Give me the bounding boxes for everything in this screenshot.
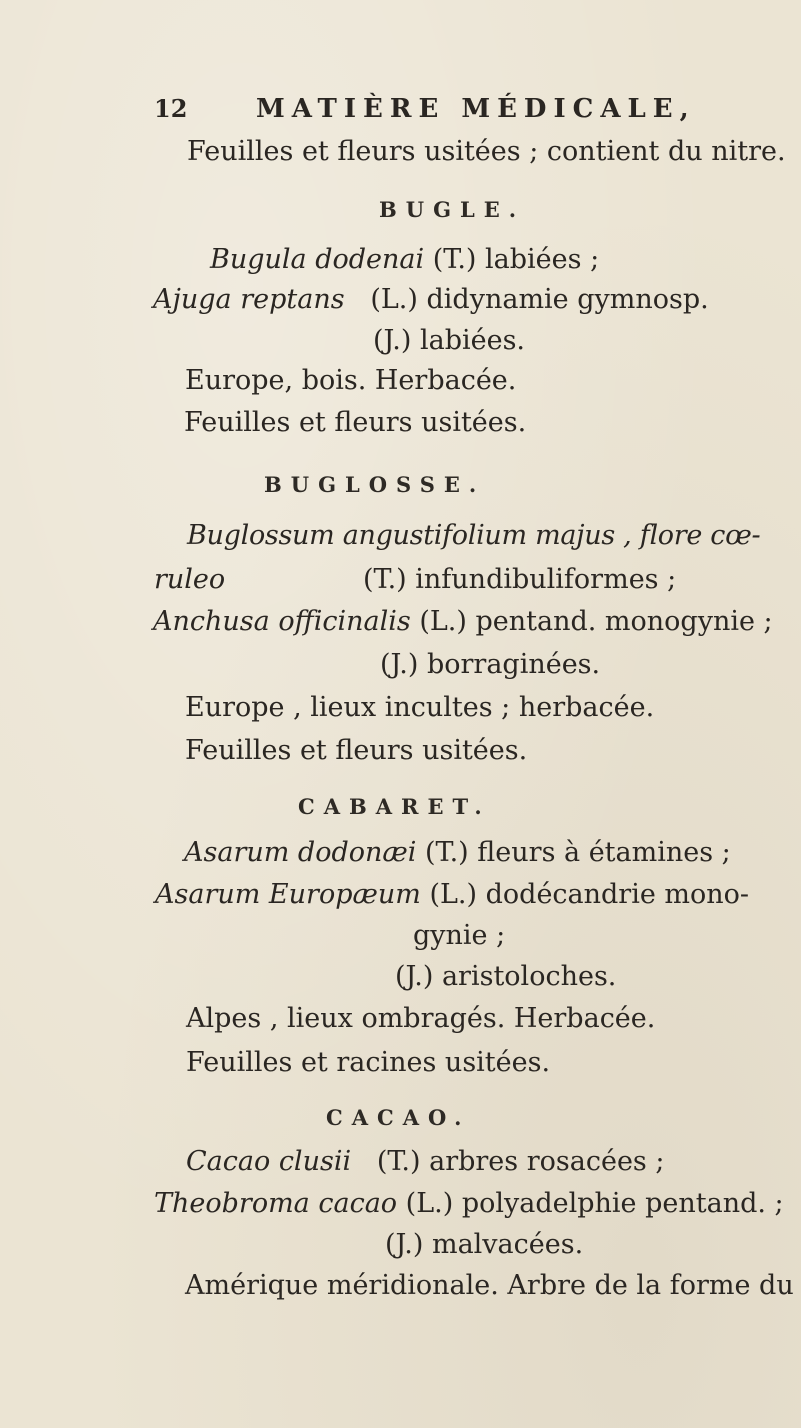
classification: (L.) pentand. monogynie ; [419,606,773,637]
text-line [184,839,731,866]
latin-name: ruleo [154,564,226,595]
classification: (T.) arbres rosacées ; [376,1146,665,1177]
latin-name: Anchusa officinalis [153,606,411,637]
text-line [154,1190,784,1217]
latin-name: Bugula dodenai [210,244,425,275]
latin-name: Ajuga reptans [153,284,345,315]
latin-name: Theobroma cacao [154,1188,398,1219]
text-line [186,1148,664,1175]
text-line: Feuilles et racines usitées. [186,1047,551,1078]
section-title-cacao: CACAO. [326,1105,471,1130]
text-line: Europe, bois. Herbacée. [185,365,517,396]
text-line: Amérique méridionale. Arbre de la forme du [185,1270,794,1301]
text-line: Buglossum angustifolium majus , flore cœ- [187,520,761,551]
text-line: Feuilles et fleurs usitées ; contient du nitre. [187,136,786,167]
text-line: Europe , lieux incultes ; herbacée. [185,692,655,723]
text-line: (J.) malvacées. [385,1229,584,1260]
classification: (T.) labiées ; [432,244,600,275]
classification: (L.) dodécandrie mono- [429,879,750,910]
classification: (L.) polyadelphie pentand. ; [405,1188,784,1219]
text-line [153,608,773,635]
text-line: Alpes , lieux ombragés. Herbacée. [186,1003,656,1034]
text-line: Feuilles et fleurs usitées. [184,407,527,438]
running-title: MATIÈRE MÉDICALE, [256,94,696,124]
text-line [155,881,749,908]
section-title-bugle: BUGLE. [379,197,526,222]
latin-name: Cacao clusii [186,1146,352,1177]
latin-name: Asarum Europæum [155,879,421,910]
page-number: 12 [154,94,188,123]
section-title-buglosse: BUGLOSSE. [264,472,486,497]
section-title-cabaret: CABARET. [298,794,491,819]
classification: (L.) didynamie gymnosp. [370,284,709,315]
text-line: (J.) aristoloches. [395,961,617,992]
text-line [154,566,225,593]
text-line: gynie ; [413,920,506,951]
text-line: (J.) borraginées. [380,649,601,680]
text-line [210,246,599,273]
classification: (T.) fleurs à étamines ; [425,837,731,868]
text-line [153,286,709,313]
text-line: (J.) labiées. [373,325,526,356]
text-line: Feuilles et fleurs usitées. [185,735,528,766]
text-line: (T.) infundibuliformes ; [363,564,677,595]
latin-name: Asarum dodonæi [184,837,417,868]
